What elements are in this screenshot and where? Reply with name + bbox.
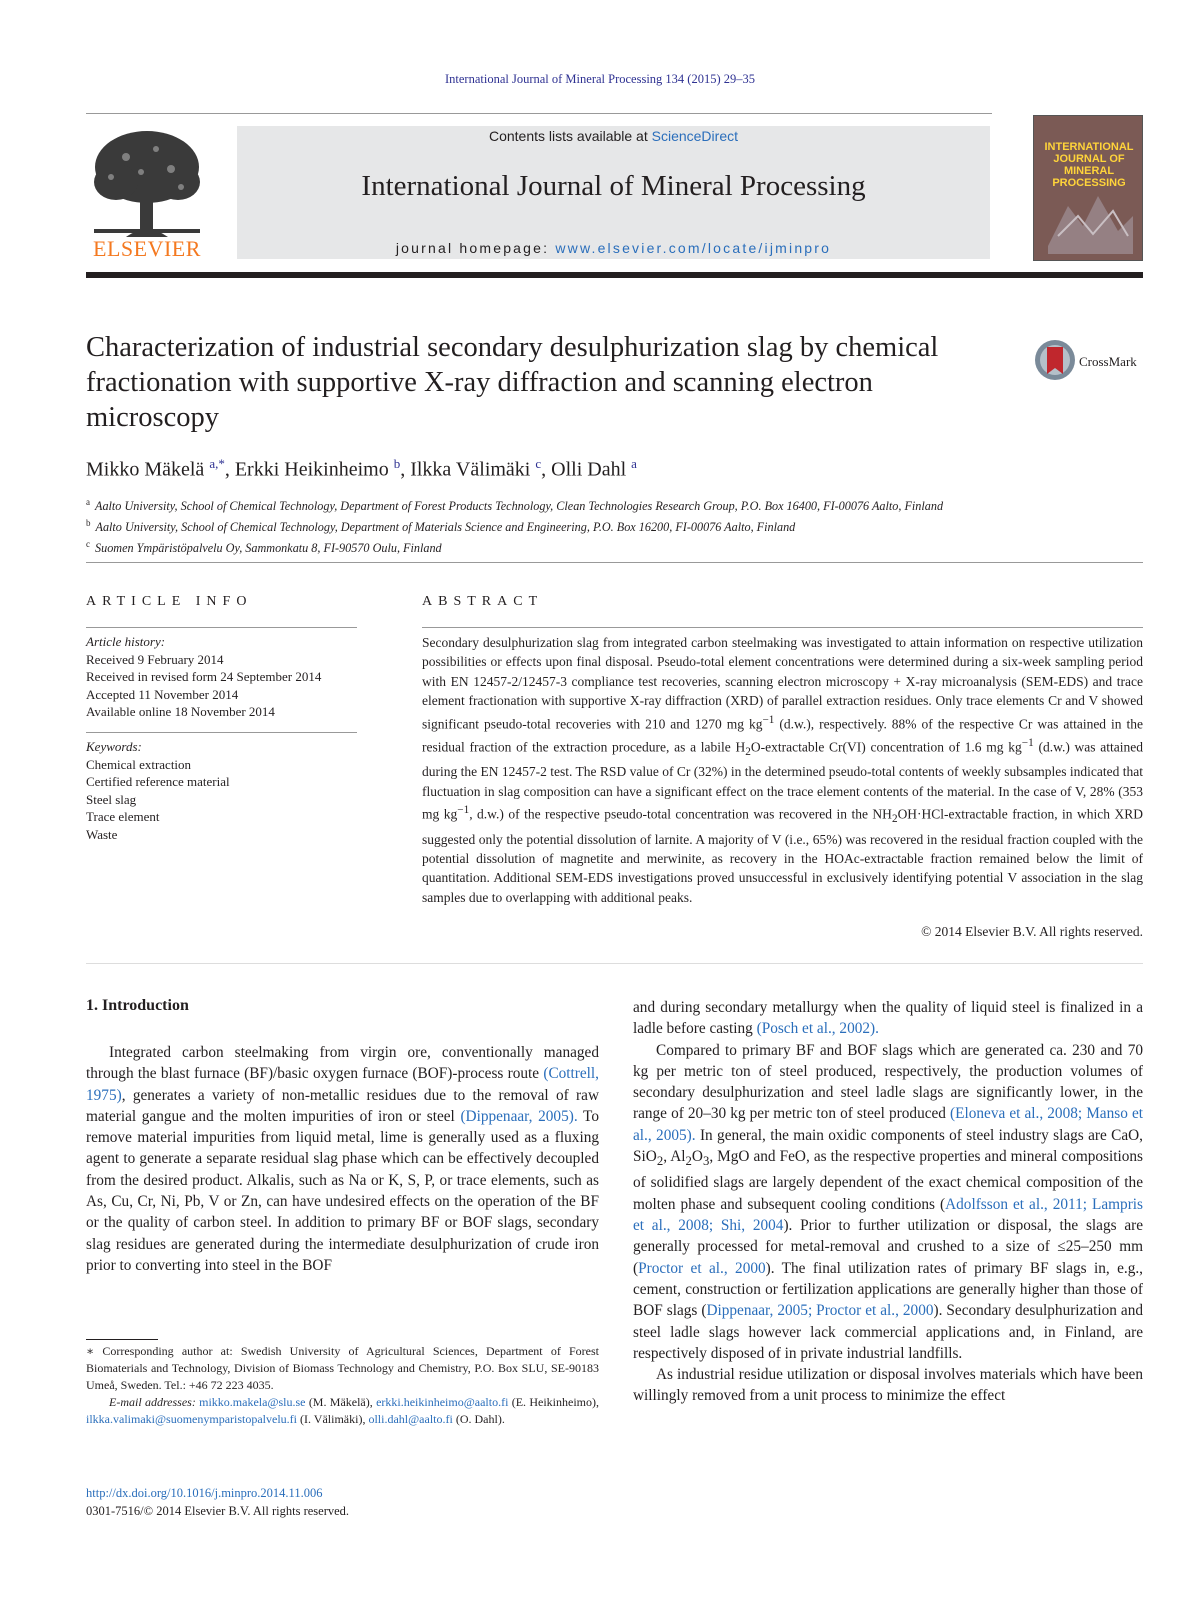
text-segment: and during secondary metallurgy when the quality of liquid steel is finalized in a ladle before casting xyxy=(633,999,1143,1038)
text-segment: In general, the main oxidic components of steel industry slags are CaO, SiO xyxy=(633,1126,1143,1166)
keywords-label: Keywords: xyxy=(86,739,142,754)
journal-homepage-line xyxy=(237,240,990,256)
affiliation-mark: b xyxy=(86,518,91,529)
text-segment: , Al xyxy=(663,1148,686,1166)
affiliation-text: Aalto University, School of Chemical Technology, Department of Forest Products Technology, Clean Technologies Research Group, P.O. Box 16400, FI-00076 Aalto, Finland xyxy=(95,499,944,514)
contents-prefix: Contents lists available at xyxy=(488,128,652,144)
journal-reference[interactable]: International Journal of Mineral Processing 134 (2015) 29–35 xyxy=(444,72,755,86)
citation-link[interactable]: (Dippenaar, 2005). xyxy=(460,1107,578,1125)
text-segment: ). Prior to further utilization or disposal, the slags are generally processed for metal-removal and crushed to a size of ≤25–250 mm ( xyxy=(633,1217,1143,1277)
email-addresses xyxy=(86,1394,599,1428)
homepage-prefix: journal homepage: xyxy=(395,240,556,256)
abstract-segment: , d.w.) of the respective pseudo-total concentration was recovered in the NH xyxy=(469,806,892,822)
keyword-item: Steel slag xyxy=(86,791,137,807)
author-list: Mikko Mäkelä $^{a,*}$, Erkki Heikinheimo $^b$, Ilkka Välimäki $^c$, Olli Dahl $^a$ xyxy=(86,456,637,481)
citation-link[interactable]: Dippenaar, 2005; Proctor et al., 2000 xyxy=(706,1302,934,1320)
abstract-segment: (d.w.), respectively. 88% of the respective Cr was attained in the residual fraction of the extraction procedure, as a labile H xyxy=(422,716,1143,755)
citation-link[interactable]: (Posch et al., 2002). xyxy=(756,1020,879,1038)
history-label: Article history: xyxy=(86,634,166,649)
online-date: Available online 18 November 2014 xyxy=(86,704,275,719)
subscript: 3 xyxy=(702,1154,710,1169)
text-segment: As industrial residue utilization or disposal involves materials which have been willingly removed from a unit process to minimize the effect xyxy=(633,1366,1143,1405)
contents-available-line xyxy=(237,128,990,144)
abstract-segment: O-extractable Cr(VI) concentration of 1.6 mg kg xyxy=(750,739,1022,755)
body-paragraph xyxy=(633,1040,1143,1365)
author-name[interactable]: Mikko Mäkelä xyxy=(86,458,205,481)
homepage-link[interactable]: www.elsevier.com/locate/ijminpro xyxy=(555,240,832,256)
body-paragraph xyxy=(633,1364,1143,1407)
affiliation-mark: c xyxy=(86,539,90,550)
doi-link[interactable]: http://dx.doi.org/10.1016/j.minpro.2014.11.006 xyxy=(86,1486,323,1500)
author-affiliation-mark[interactable]: a xyxy=(631,456,637,471)
keywords-divider xyxy=(86,732,357,733)
email-owner: (O. Dahl). xyxy=(452,1412,505,1426)
accepted-date: Accepted 11 November 2014 xyxy=(86,686,239,702)
article-history xyxy=(86,633,357,721)
text-segment: ). The final utilization rates of primary BF slags in, e.g., cement, construction or fertilization applications are generally higher than those of BOF slags ( xyxy=(633,1259,1144,1320)
abstract-segment: OH·HCl-extractable fraction, in which XRD suggested only the potential dissolution of larnite. A majority of V (i.e., 65%) was recovered in the residual fraction coupled with the potential dissolution of magnetite and merwinite, as recovery in the HOAc-extractable fraction remained below the limit of quantitation. Additional SEM-EDS investigations proved unsuccessful in exclusively identifying potential V association in the slag samples due to overlapping with additional peaks. xyxy=(422,806,1143,905)
body-paragraph xyxy=(633,997,1143,1040)
email-link[interactable]: olli.dahl@aalto.fi xyxy=(368,1412,453,1426)
email-link[interactable]: erkki.heikinheimo@aalto.fi xyxy=(376,1395,509,1409)
abstract-text xyxy=(422,633,1143,907)
affiliation-divider xyxy=(86,562,1143,563)
keyword-item: Trace element xyxy=(86,809,160,824)
subscript: 2 xyxy=(656,1154,664,1169)
email-owner: (M. Mäkelä), xyxy=(305,1395,377,1409)
keywords-list xyxy=(86,738,357,843)
abstract-divider xyxy=(422,627,1143,628)
elsevier-wordmark: ELSEVIER xyxy=(93,236,201,261)
issn-copyright: 0301-7516/© 2014 Elsevier B.V. All rights reserved. xyxy=(86,1504,350,1518)
corresponding-author-text: ∗ Corresponding author at: Swedish University of Agricultural Sciences, Department of Forest Biomaterials and Technology, Division of Biomass Technology and Chemistry, P.O. Box SLU, SE-90183 Umeå, Sweden. Tel.: +46 72 223 4035. xyxy=(86,1344,599,1392)
email-link[interactable]: mikko.makela@slu.se xyxy=(199,1395,306,1409)
text-segment: ). Secondary desulphurization and steel ladle slags however lack commercial applications and, in Finland, are respectively disposed of in private industrial landfills. xyxy=(633,1302,1144,1362)
author-affiliation-mark[interactable]: a,* xyxy=(209,456,225,471)
subscript: 2 xyxy=(685,1154,692,1169)
affiliation-item xyxy=(86,536,1146,557)
abstract-segment: (d.w.) was attained during the EN 12457-2 test. The RSD value of Cr (32%) in the determined pseudo-total contents of weekly subsamples indicated that fluctuation in slag composition can have a significant effect on the trace element contents of the material. In the case of V, 28% (353 mg kg xyxy=(422,739,1143,822)
text-segment: Compared to primary BF and BOF slags which are generated ca. 230 and 70 kg per metric ton of steel produced, respectively, the production volumes of secondary desulphurization and steel ladle slags are significantly lower, in the range of 20–30 kg per metric ton of steel produced xyxy=(633,1041,1143,1123)
author-name[interactable]: Olli Dahl xyxy=(551,458,627,481)
body-column-left xyxy=(86,1042,599,1276)
citation-link[interactable]: (Cottrell, 1975) xyxy=(86,1065,599,1104)
affiliation-text: Aalto University, School of Chemical Technology, Department of Materials Science and Engineering, P.O. Box 16200, FI-00076 Aalto, Finland xyxy=(95,520,796,535)
body-paragraph xyxy=(86,1042,599,1276)
author-affiliation-mark[interactable]: c xyxy=(535,456,542,471)
corresponding-author-footnote xyxy=(86,1343,599,1428)
citation-link[interactable]: Adolfsson et al., 2011; Lampris et al., 2008; Shi, 2004 xyxy=(633,1195,1143,1235)
author-name[interactable]: Ilkka Välimäki xyxy=(410,458,531,481)
superscript: −1 xyxy=(457,803,470,816)
citation-link[interactable]: (Eloneva et al., 2008; Manso et al., 2005). xyxy=(633,1105,1143,1144)
header-thick-rule xyxy=(86,272,1143,278)
sciencedirect-link[interactable]: ScienceDirect xyxy=(651,128,738,144)
author-name[interactable]: Erkki Heikinheimo xyxy=(234,458,389,481)
email-link[interactable]: ilkka.valimaki@suomenymparistopalvelu.fi xyxy=(86,1412,298,1426)
email-owner: (I. Välimäki), xyxy=(297,1412,369,1426)
subscript: 2 xyxy=(891,813,898,826)
superscript: −1 xyxy=(762,713,775,726)
journal-title: International Journal of Mineral Processing xyxy=(361,170,866,202)
cover-image-icon xyxy=(1038,176,1138,256)
keyword-item: Chemical extraction xyxy=(86,756,192,772)
cover-title: INTERNATIONAL JOURNAL OF MINERAL PROCESSING xyxy=(1044,141,1134,189)
keyword-item: Certified reference material xyxy=(86,774,230,789)
email-owner: (E. Heikinheimo), xyxy=(508,1395,599,1409)
header-divider xyxy=(86,113,992,114)
body-column-right xyxy=(633,997,1143,1407)
author-affiliation-mark[interactable]: b xyxy=(393,456,401,471)
affiliation-list xyxy=(86,494,1146,557)
section-heading-introduction: 1. Introduction xyxy=(86,997,189,1014)
abstract-bottom-divider xyxy=(86,963,1143,964)
text-segment: , MgO and FeO, as the respective properties and mineral compositions of solidified slags are largely dependent of the exact chemical composition of the molten phase and subsequent cooling conditions ( xyxy=(633,1148,1143,1213)
keyword-item: Waste xyxy=(86,826,118,842)
text-segment: , generates a variety of non-metallic residues due to the removal of raw material gangue and the molten impurities of iron or steel xyxy=(86,1086,599,1125)
article-title: Characterization of industrial secondary desulphurization slag by chemical fractionation with supportive X-ray diffraction and scanning electron microscopy xyxy=(86,332,939,433)
text-segment: O xyxy=(691,1148,703,1166)
received-date: Received 9 February 2014 xyxy=(86,651,224,667)
abstract-copyright: © 2014 Elsevier B.V. All rights reserved. xyxy=(921,924,1143,939)
abstract-heading: ABSTRACT xyxy=(422,594,544,609)
article-info-divider xyxy=(86,627,357,628)
article-info-heading: ARTICLE INFO xyxy=(86,594,253,609)
email-label: E-mail addresses: xyxy=(109,1395,200,1409)
affiliation-text: Suomen Ympäristöpalvelu Oy, Sammonkatu 8, FI-90570 Oulu, Finland xyxy=(95,541,442,556)
superscript: −1 xyxy=(1021,736,1034,749)
crossmark-label[interactable]: CrossMark xyxy=(1079,354,1137,369)
citation-link[interactable]: Proctor et al., 2000 xyxy=(638,1259,766,1277)
text-segment: Integrated carbon steelmaking from virgin ore, conventionally managed through the blast furnace (BF)/basic oxygen furnace (BOF)-process route xyxy=(86,1044,599,1083)
text-segment: To remove material impurities from liquid metal, lime is generally used as a fluxing agent to generate a separate residual slag phase which can be effectively decoupled from the desired product. Alkalis, such as Na or K, S, P, or trace elements, such as As, Cu, Cr, Ni, Pb, V or Zn, can have undesired effects on the operation of the BF or the quality of carbon steel. In addition to primary BF or BOF slags, secondary slag residues are generated during the intermediate desulphurization of crude iron prior to converting into steel in the BOF xyxy=(86,1107,599,1274)
affiliation-item xyxy=(86,494,1146,515)
affiliation-item xyxy=(86,515,1146,536)
subscript: 2 xyxy=(745,745,751,758)
abstract-segment: Secondary desulphurization slag from integrated carbon steelmaking was investigated to attain information on respective utilization possibilities or effects upon final disposal. Pseudo-total element concentrations were determined during a six-week sampling period with EN 12457-2/12457-3 compliance test recoveries, scanning electron microscopy + X-ray microanalysis (SEM-EDS) and trace element fractionation with supportive X-ray diffraction (XRD) of parallel extraction residues. Only trace elements Cr and V showed significant pseudo-total recoveries with 210 and 1270 mg kg xyxy=(422,635,1143,732)
footnote-divider xyxy=(86,1339,158,1340)
revised-date: Received in revised form 24 September 2014 xyxy=(86,669,322,684)
affiliation-mark: a xyxy=(86,497,90,507)
